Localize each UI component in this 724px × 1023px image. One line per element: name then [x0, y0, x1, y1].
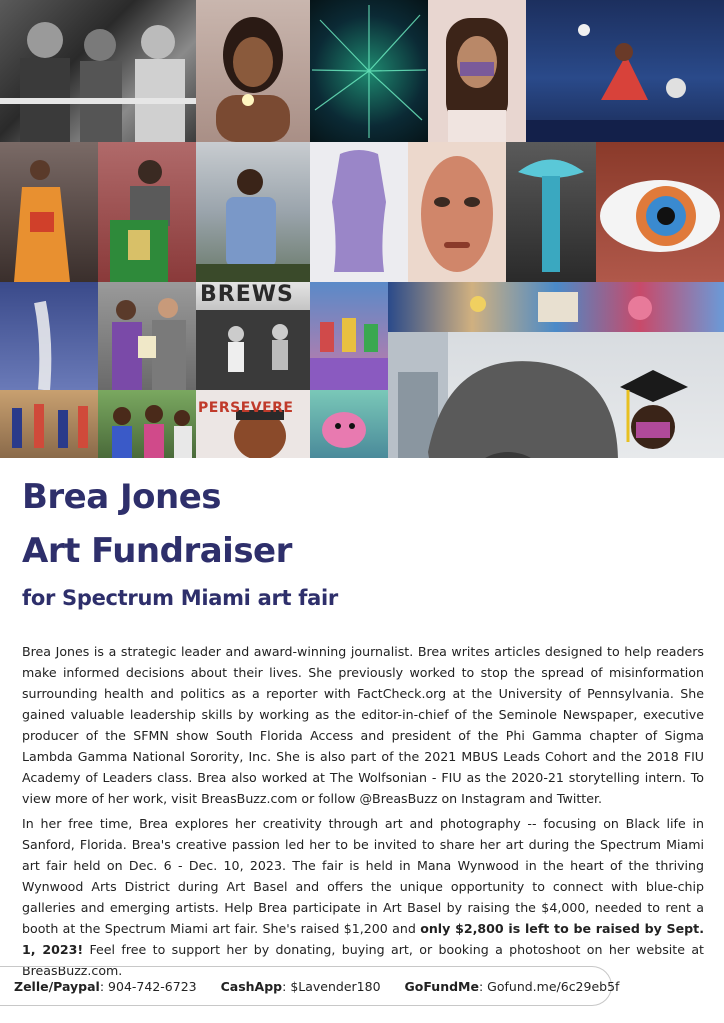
persevere-poster-text: PERSEVERE [198, 400, 294, 416]
gofundme-label: GoFundMe [404, 978, 479, 994]
bio-paragraph: Brea Jones is a strategic leader and award-winning journalist. Brea writes articles designed to help readers make informed decisions about their lives. She previously worked to stop the spread of misinformation surrounding health and politics as a reporter with FactCheck.org at the University of Pennsylvania. She gained valuable leadership skills by working as the editor-in-chief of the Seminole Newspaper, executive producer of the SFMN show South Florida Access and president of the Phi Gamma chapter of Sigma Lambda Gamma National Sorority, Inc. She is also part of the 2021 MBUS Leads Cohort and the 2018 FIU Academy of Leaders class. Brea also worked at The Wolfsonian - FIU as the 2020-21 storytelling intern. To view more of her work, visit BreasBuzz.com or follow @BreasBuzz on Instagram and Twitter. [22, 644, 704, 806]
zelle-label: Zelle/Paypal [14, 978, 100, 994]
award-people [98, 282, 196, 390]
kids-group [98, 390, 196, 458]
basketball-photo [0, 390, 98, 458]
fundraiser-text-end: Feel free to support her by donating, buying art, or booking a photoshoot on her website at BreasBuzz.com. [22, 942, 704, 978]
purple-torso-sculpture [310, 142, 408, 282]
fireworks-burst [310, 0, 428, 142]
ribbon-cutting-scene [0, 0, 196, 142]
sculpture-torso-photo [310, 142, 408, 282]
outdoor-speaker-photo [196, 142, 310, 282]
gofundme-value: : Gofund.me/6c29eb5f [478, 978, 620, 994]
page-subtitle: for Spectrum Miami art fair [22, 586, 338, 610]
title-block [22, 470, 388, 610]
fireworks-photo [310, 0, 428, 142]
speaker-podium-photo [98, 142, 196, 282]
folk-painting-figures [310, 282, 388, 390]
eye-painting [596, 142, 724, 282]
brews-band-photo [196, 282, 310, 390]
zelle-value: : 904-742-6723 [99, 978, 197, 994]
page-title-line1: Brea Jones [22, 477, 222, 517]
brews-sign-text: BREWS [200, 282, 294, 307]
portrait-sparkler-photo [196, 0, 310, 142]
cartoon-character-painting [310, 390, 388, 458]
dancer-photo [0, 142, 98, 282]
fundraiser-goal-highlight: only $2,800 is left to be raised by Sept. 1, 2023! [22, 921, 704, 957]
painting-woman-portrait [428, 0, 526, 142]
mask-sculpture-photo [408, 142, 506, 282]
award-presentation-photo [98, 282, 196, 390]
painting-night-scene [526, 0, 724, 142]
night-figures-painting [526, 0, 724, 142]
payment-info-bar [0, 966, 620, 1006]
painted-portrait [428, 0, 526, 142]
painting-stage-row [388, 282, 724, 332]
graduation-panther-photo [388, 332, 724, 458]
jet-smoke-trail [0, 282, 98, 390]
painted-eye [596, 142, 724, 282]
blue-sculpture-photo [506, 142, 596, 282]
podium-speaker [98, 142, 196, 282]
blue-mushroom-sculpture [506, 142, 596, 282]
graduation-scene [388, 332, 724, 458]
ribbon-cutting-photo [0, 0, 196, 142]
gofundme-info [405, 979, 620, 994]
fundraiser-text-start: In her free time, Brea explores her creativity through art and photography -- focusing on Black life in Sanford, Florida. Brea's creative passion led her to be invited to share her art during the Spectrum Miami art fair held on Dec. 6 - Dec. 10, 2023. The fair is held in Mana Wynwood in the heart of the thriving Wynwood Arts District during Art Basel and offers the unique opportunity to connect with blue-chip galleries and emerging artists. Help Brea participate in Art Basel by raising the $4,000, needed to rent a booth at the Spectrum Miami art fair. She's raised $1,200 and [22, 816, 704, 936]
dancer-figure [0, 142, 98, 282]
outdoor-speaker-figure [196, 142, 310, 282]
page-title-line2: Art Fundraiser [22, 531, 292, 571]
fundraiser-paragraph [22, 813, 704, 981]
clay-mask [408, 142, 506, 282]
cashapp-label: CashApp [220, 978, 283, 994]
persevere-poster [196, 390, 310, 458]
portrait-woman-scene [196, 0, 310, 142]
basketball-players [0, 390, 98, 458]
painting-strip [388, 282, 724, 332]
folk-painting [310, 282, 388, 390]
airshow-photo [0, 282, 98, 390]
zelle-paypal-info [14, 979, 197, 994]
pink-cartoon-character [310, 390, 388, 458]
photo-collage [0, 0, 724, 458]
kids-group-photo [98, 390, 196, 458]
cashapp-value: : $Lavender180 [282, 978, 381, 994]
cashapp-info [221, 979, 381, 994]
